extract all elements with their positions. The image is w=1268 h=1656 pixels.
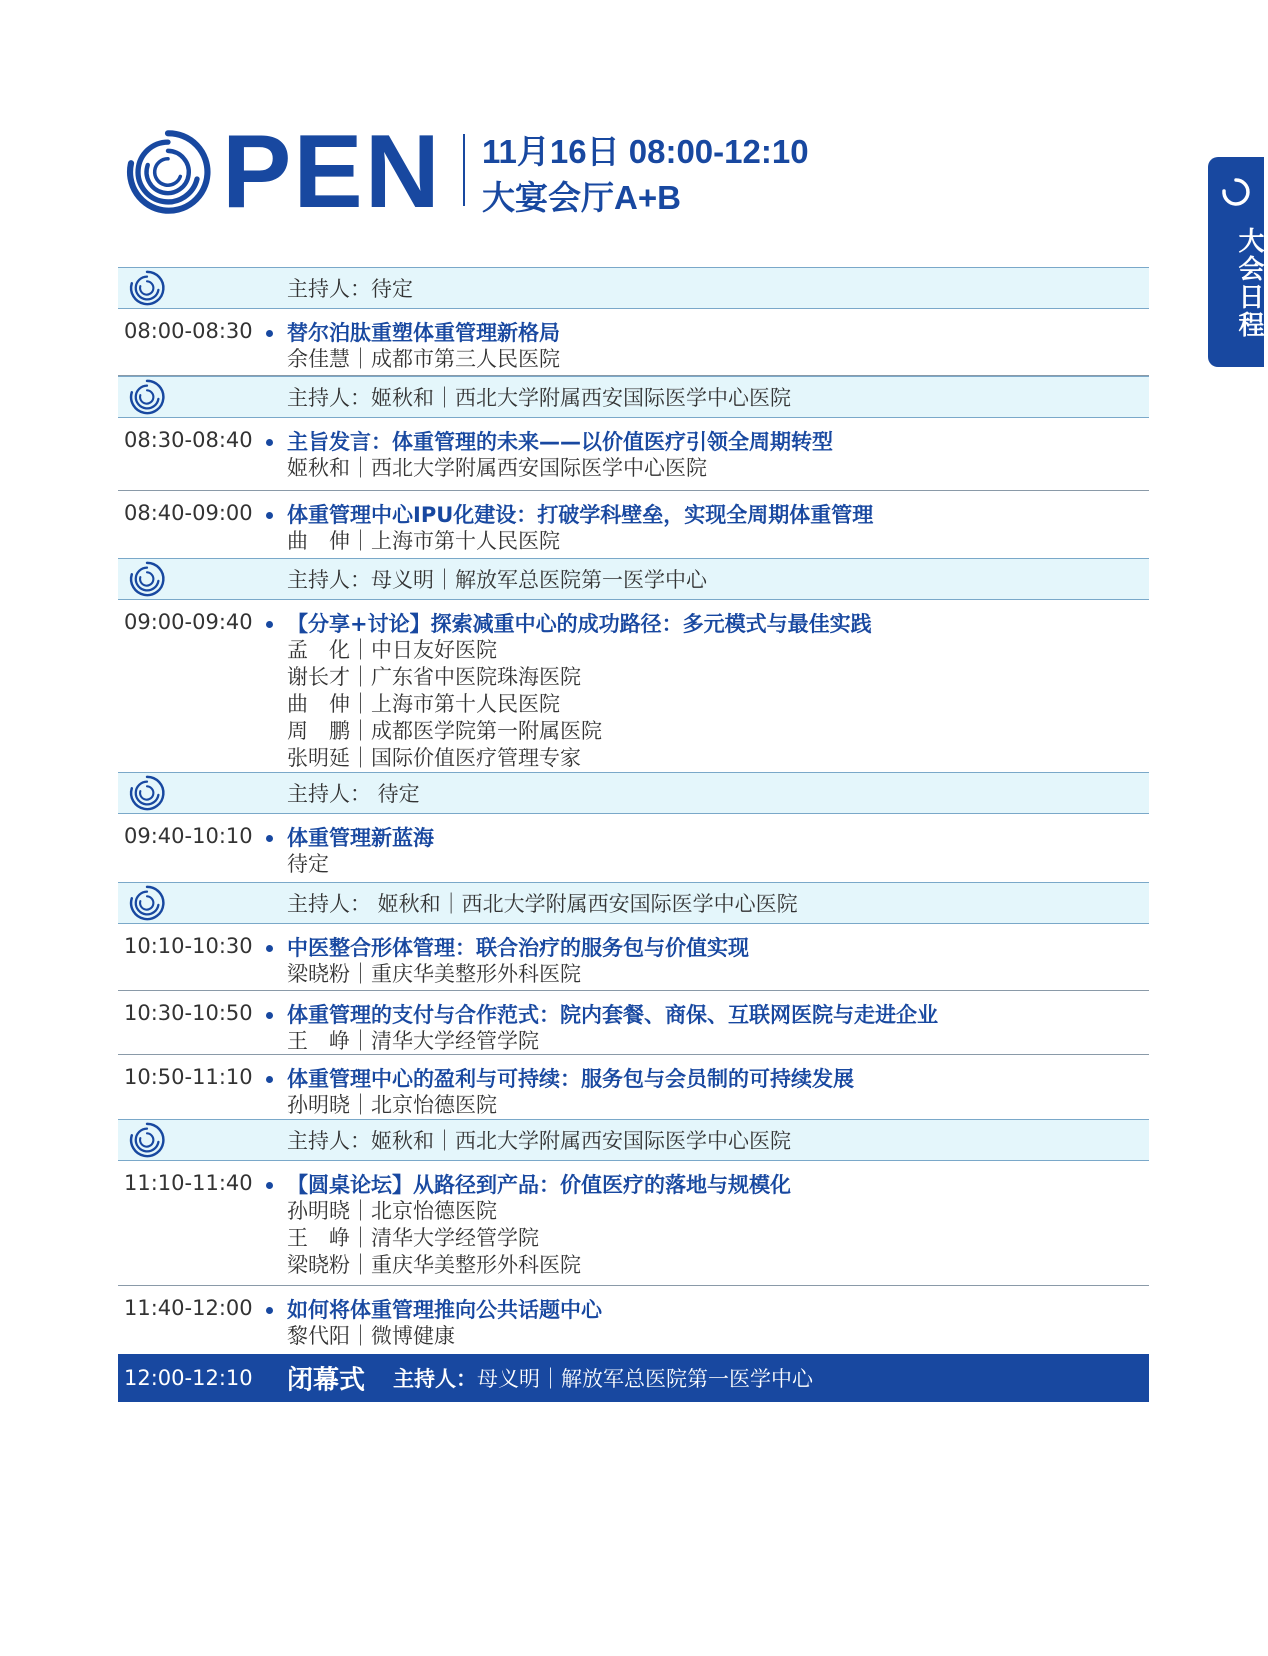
header-venue: 大宴会厅A+B xyxy=(482,179,681,216)
speaker: 姬秋和｜西北大学附属西安国际医学中心医院 xyxy=(287,456,707,480)
speaker: 曲 伸｜上海市第十人民医院 xyxy=(287,529,560,553)
session-title: 主旨发言：体重管理的未来——以价值医疗引领全周期转型 xyxy=(287,430,833,454)
session-time: 08:40-09:00 xyxy=(124,501,253,525)
host-row xyxy=(118,558,1149,600)
session-row xyxy=(118,418,1149,491)
session-row xyxy=(118,600,1149,772)
swirl-icon xyxy=(128,378,166,416)
speaker: 孙明晓｜北京怡德医院 xyxy=(287,1093,497,1117)
bullet-icon xyxy=(266,835,273,842)
session-title: 体重管理新蓝海 xyxy=(287,826,434,850)
host-text: 主持人：母义明｜解放军总医院第一医学中心 xyxy=(287,568,707,592)
speaker: 张明延｜国际价值医疗管理专家 xyxy=(287,746,581,770)
speaker-list xyxy=(287,1028,539,1055)
speaker: 王 峥｜清华大学经管学院 xyxy=(287,1226,539,1250)
host-row xyxy=(118,1119,1149,1161)
swirl-icon xyxy=(128,269,166,307)
session-time: 10:10-10:30 xyxy=(124,934,253,958)
side-tab-agenda[interactable] xyxy=(1208,157,1264,367)
session-title: 【分享+讨论】探索减重中心的成功路径：多元模式与最佳实践 xyxy=(287,612,872,636)
closing-title: 闭幕式 xyxy=(287,1365,366,1396)
session-row xyxy=(118,991,1149,1055)
speaker-list xyxy=(287,528,560,555)
session-title: 体重管理中心的盈利与可持续：服务包与会员制的可持续发展 xyxy=(287,1067,854,1091)
closing-time: 12:00-12:10 xyxy=(124,1366,253,1390)
bullet-icon xyxy=(266,1307,273,1314)
speaker: 余佳慧｜成都市第三人民医院 xyxy=(287,347,560,371)
swirl-icon xyxy=(128,774,166,812)
closing-host xyxy=(393,1363,813,1393)
session-title: 体重管理中心IPU化建设：打破学科壁垒，实现全周期体重管理 xyxy=(287,503,874,527)
logo-wordmark: PEN xyxy=(222,114,442,230)
bullet-icon xyxy=(266,512,273,519)
ring-logo-icon xyxy=(1221,177,1251,207)
session-title: 如何将体重管理推向公共话题中心 xyxy=(287,1298,602,1322)
speaker-list xyxy=(287,961,581,988)
swirl-icon xyxy=(128,560,166,598)
session-time: 10:30-10:50 xyxy=(124,1001,253,1025)
closing-host-name: 母义明｜解放军总医院第一医学中心 xyxy=(477,1367,813,1391)
host-row xyxy=(118,772,1149,814)
speaker: 梁晓粉｜重庆华美整形外科医院 xyxy=(287,962,581,986)
bullet-icon xyxy=(266,439,273,446)
session-row xyxy=(118,1286,1149,1354)
speaker-list xyxy=(287,346,560,373)
host-text: 主持人：姬秋和｜西北大学附属西安国际医学中心医院 xyxy=(287,386,791,410)
speaker-list xyxy=(287,637,602,772)
header-divider xyxy=(463,134,465,206)
speaker-list xyxy=(287,455,707,482)
session-row xyxy=(118,309,1149,376)
speaker: 王 峥｜清华大学经管学院 xyxy=(287,1029,539,1053)
speaker: 待定 xyxy=(287,852,329,876)
speaker-list xyxy=(287,1323,455,1350)
speaker: 曲 伸｜上海市第十人民医院 xyxy=(287,692,560,716)
swirl-icon xyxy=(128,884,166,922)
session-row xyxy=(118,814,1149,882)
bullet-icon xyxy=(266,945,273,952)
speaker: 谢长才｜广东省中医院珠海医院 xyxy=(287,665,581,689)
session-row xyxy=(118,1161,1149,1286)
bullet-icon xyxy=(266,1012,273,1019)
session-row xyxy=(118,491,1149,558)
host-row xyxy=(118,267,1149,309)
host-text: 主持人： 姬秋和｜西北大学附属西安国际医学中心医院 xyxy=(287,892,798,916)
side-tab-label: 大会日程 xyxy=(1234,227,1264,339)
host-text: 主持人：姬秋和｜西北大学附属西安国际医学中心医院 xyxy=(287,1129,791,1153)
session-row xyxy=(118,924,1149,991)
bullet-icon xyxy=(266,621,273,628)
speaker: 周 鹏｜成都医学院第一附属医院 xyxy=(287,719,602,743)
speaker: 黎代阳｜微博健康 xyxy=(287,1324,455,1348)
header-date-time: 11月16日 08:00-12:10 xyxy=(482,133,809,170)
swirl-icon xyxy=(128,1121,166,1159)
session-row xyxy=(118,1055,1149,1119)
session-time: 08:30-08:40 xyxy=(124,428,253,452)
speaker: 梁晓粉｜重庆华美整形外科医院 xyxy=(287,1253,581,1277)
session-title: 中医整合形体管理：联合治疗的服务包与价值实现 xyxy=(287,936,749,960)
session-title: 体重管理的支付与合作范式：院内套餐、商保、互联网医院与走进企业 xyxy=(287,1003,938,1027)
session-title: 【圆桌论坛】从路径到产品：价值医疗的落地与规模化 xyxy=(287,1173,791,1197)
speaker: 孟 化｜中日友好医院 xyxy=(287,638,497,662)
session-time: 08:00-08:30 xyxy=(124,319,253,343)
session-time: 11:40-12:00 xyxy=(124,1296,253,1320)
bullet-icon xyxy=(266,1182,273,1189)
closing-host-label: 主持人： xyxy=(393,1367,477,1391)
bullet-icon xyxy=(266,1076,273,1083)
session-title: 替尔泊肽重塑体重管理新格局 xyxy=(287,321,560,345)
closing-row xyxy=(118,1354,1149,1402)
host-text: 主持人：待定 xyxy=(287,277,413,301)
open-logo-swirl-icon xyxy=(124,128,212,216)
host-text: 主持人： 待定 xyxy=(287,782,420,806)
host-row xyxy=(118,376,1149,418)
host-row xyxy=(118,882,1149,924)
speaker-list xyxy=(287,1198,581,1279)
bullet-icon xyxy=(266,330,273,337)
session-time: 11:10-11:40 xyxy=(124,1171,253,1195)
session-time: 09:00-09:40 xyxy=(124,610,253,634)
session-time: 09:40-10:10 xyxy=(124,824,253,848)
speaker: 孙明晓｜北京怡德医院 xyxy=(287,1199,497,1223)
session-time: 10:50-11:10 xyxy=(124,1065,253,1089)
speaker-list xyxy=(287,851,329,878)
speaker-list xyxy=(287,1092,497,1119)
